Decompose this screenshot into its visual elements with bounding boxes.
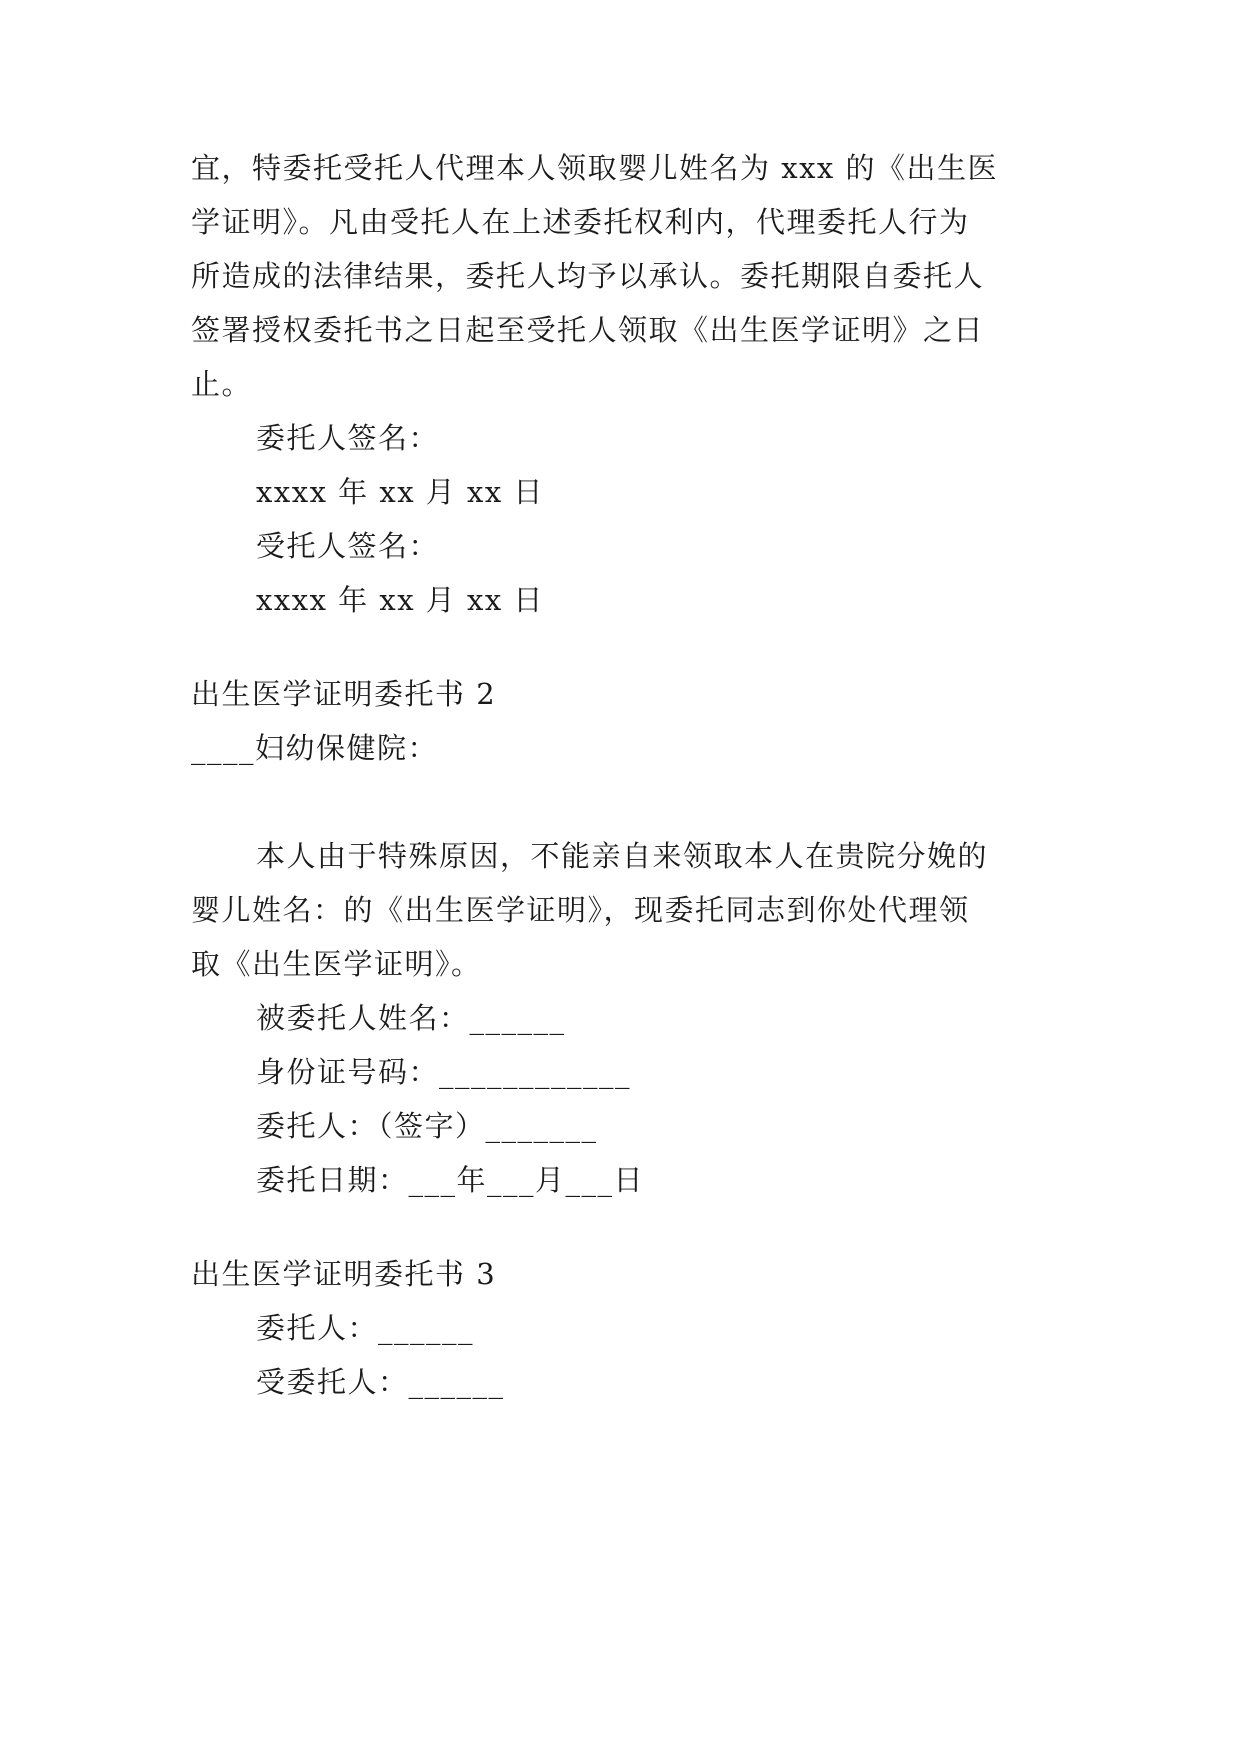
section1-paragraph-line-4: 签署授权委托书之日起至受托人领取《出生医学证明》之日 xyxy=(191,313,985,347)
section3-title: 出生医学证明委托书 3 xyxy=(191,1257,497,1291)
principal-sign-field: 委托人：（签字）_______ xyxy=(256,1109,598,1143)
section3-agent-field: 受委托人：______ xyxy=(256,1365,505,1399)
section2-paragraph-line-1: 本人由于特殊原因，不能亲自来领取本人在贵院分娩的 xyxy=(256,839,989,873)
section1-paragraph-line-3: 所造成的法律结果，委托人均予以承认。委托期限自委托人 xyxy=(191,259,985,293)
agent-signature-date: xxxx 年 xx 月 xx 日 xyxy=(256,583,544,617)
principal-signature-date: xxxx 年 xx 月 xx 日 xyxy=(256,475,544,509)
entrust-date-field: 委托日期：___年___月___日 xyxy=(256,1163,645,1197)
section1-paragraph-line-2: 学证明》。凡由受托人在上述委托权利内，代理委托人行为 xyxy=(191,205,970,239)
section2-addressee: ____妇幼保健院： xyxy=(191,731,439,765)
section3-principal-field: 委托人：______ xyxy=(256,1311,475,1345)
principal-signature-label: 委托人签名： xyxy=(256,421,440,455)
agent-name-field: 被委托人姓名：______ xyxy=(256,1001,566,1035)
id-number-field: 身份证号码：____________ xyxy=(256,1055,632,1089)
section1-paragraph-line-1: 宜，特委托受托人代理本人领取婴儿姓名为 xxx 的《出生医 xyxy=(191,151,999,185)
section2-paragraph-line-3: 取《出生医学证明》。 xyxy=(191,947,482,981)
agent-signature-label: 受托人签名： xyxy=(256,529,440,563)
section2-paragraph-line-2: 婴儿姓名：的《出生医学证明》，现委托同志到你处代理领 xyxy=(191,893,970,927)
section1-paragraph-line-5: 止。 xyxy=(191,367,253,401)
section2-title: 出生医学证明委托书 2 xyxy=(191,677,497,711)
